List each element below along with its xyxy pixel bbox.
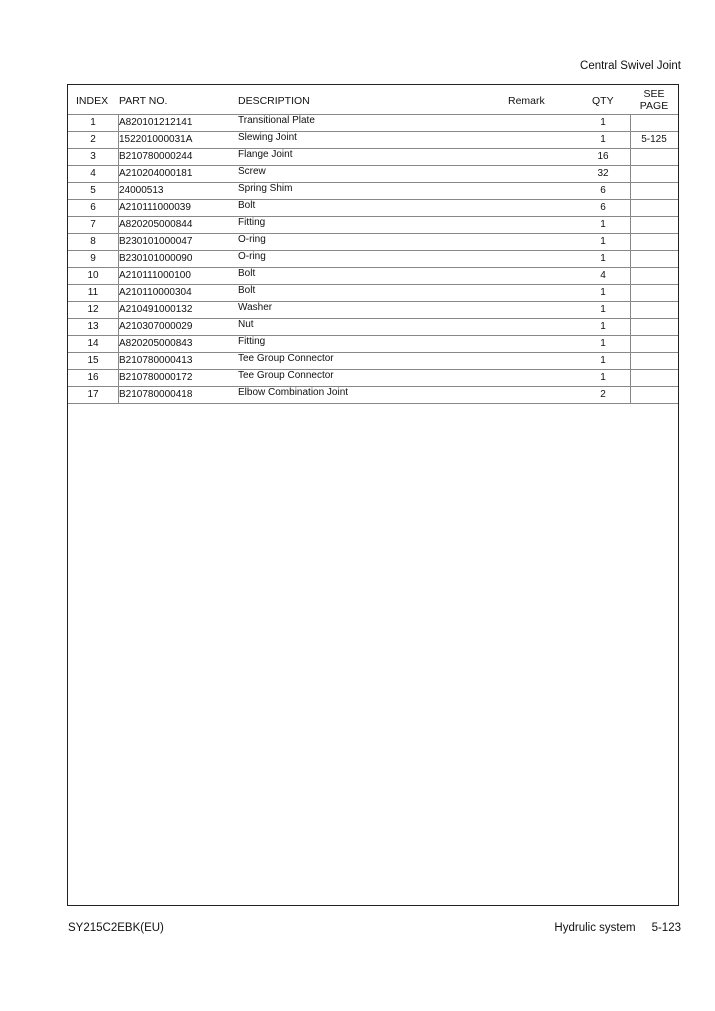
row-qty: 6	[600, 185, 606, 196]
row-divider	[68, 335, 678, 336]
row-divider	[68, 267, 678, 268]
row-see-page	[630, 114, 678, 131]
row-divider	[68, 386, 678, 387]
row-divider	[68, 318, 678, 319]
table-row	[68, 233, 678, 250]
row-divider	[68, 403, 678, 404]
row-qty: 1	[600, 253, 606, 264]
row-divider	[68, 284, 678, 285]
table-row	[68, 148, 678, 165]
row-index: 16	[87, 372, 99, 383]
table-row	[68, 199, 678, 216]
row-divider	[68, 233, 678, 234]
row-part-no: A210307000029	[119, 321, 193, 332]
row-see-page	[630, 233, 678, 250]
table-row	[68, 182, 678, 199]
table-row	[68, 114, 678, 131]
row-see-page: 5-125	[641, 134, 667, 145]
column-divider	[630, 114, 631, 403]
row-part-no: B230101000090	[119, 253, 193, 264]
row-divider	[68, 114, 678, 115]
row-qty: 1	[600, 304, 606, 315]
row-index: 6	[90, 202, 96, 213]
table-row	[68, 284, 678, 301]
row-part-no: B210780000172	[119, 372, 193, 383]
row-description: Bolt	[238, 268, 256, 279]
table-row	[68, 369, 678, 386]
row-index: 13	[87, 321, 99, 332]
row-description: Tee Group Connector	[238, 370, 334, 381]
row-part-no: A210204000181	[119, 168, 193, 179]
col-header-see-line1: SEE	[643, 88, 665, 100]
row-part-no: B230101000047	[119, 236, 193, 247]
row-see-page	[630, 284, 678, 301]
row-see-page	[630, 369, 678, 386]
row-index: 3	[90, 151, 96, 162]
row-index: 12	[87, 304, 99, 315]
row-description: Washer	[238, 302, 273, 313]
row-description: Nut	[238, 319, 254, 330]
row-divider	[68, 301, 678, 302]
footer-chapter: Hydrulic system	[554, 922, 636, 934]
row-qty: 1	[600, 236, 606, 247]
row-index: 8	[90, 236, 96, 247]
row-qty: 1	[600, 338, 606, 349]
col-header-part-no: PART NO.	[119, 95, 168, 107]
row-qty: 1	[600, 287, 606, 298]
row-divider	[68, 182, 678, 183]
row-description: Tee Group Connector	[238, 353, 334, 364]
parts-table	[67, 84, 679, 906]
row-index: 7	[90, 219, 96, 230]
row-see-page	[630, 301, 678, 318]
col-header-index: INDEX	[76, 95, 109, 107]
row-index: 10	[87, 270, 99, 281]
row-index: 1	[90, 117, 96, 128]
row-description: Transitional Plate	[238, 115, 315, 126]
table-row	[68, 165, 678, 182]
row-see-page	[630, 352, 678, 369]
row-index: 15	[87, 355, 99, 366]
row-qty: 1	[600, 219, 606, 230]
row-index: 17	[87, 389, 99, 400]
row-see-page	[630, 250, 678, 267]
row-see-page	[630, 148, 678, 165]
row-see-page	[630, 267, 678, 284]
table-row	[68, 131, 678, 148]
table-row	[68, 318, 678, 335]
row-description: Flange Joint	[238, 149, 293, 160]
row-index: 2	[90, 134, 96, 145]
row-description: Spring Shim	[238, 183, 293, 194]
row-see-page	[630, 165, 678, 182]
row-description: Elbow Combination Joint	[238, 387, 349, 398]
row-part-no: A210111000039	[119, 202, 191, 213]
row-see-page	[630, 182, 678, 199]
table-row	[68, 267, 678, 284]
row-see-page	[630, 386, 678, 403]
row-qty: 6	[600, 202, 606, 213]
row-part-no: 152201000031A	[119, 134, 193, 145]
row-description: Fitting	[238, 336, 266, 347]
row-qty: 2	[600, 389, 606, 400]
row-divider	[68, 369, 678, 370]
row-divider	[68, 250, 678, 251]
row-see-page	[630, 216, 678, 233]
row-qty: 32	[597, 168, 609, 179]
column-divider	[118, 114, 119, 403]
col-header-see-line2: PAGE	[639, 100, 669, 112]
row-see-page	[630, 199, 678, 216]
row-divider	[68, 131, 678, 132]
row-qty: 1	[600, 321, 606, 332]
footer-right	[554, 922, 681, 934]
row-part-no: A210491000132	[119, 304, 193, 315]
row-part-no: B210780000418	[119, 389, 193, 400]
row-index: 9	[90, 253, 96, 264]
row-description: Bolt	[238, 200, 256, 211]
row-part-no: A820101212141	[119, 117, 193, 128]
table-row	[68, 352, 678, 369]
row-see-page	[630, 335, 678, 352]
row-index: 11	[87, 287, 99, 298]
col-header-description: DESCRIPTION	[238, 95, 310, 107]
row-description: Fitting	[238, 217, 266, 228]
row-see-page	[630, 318, 678, 335]
row-index: 5	[90, 185, 96, 196]
row-divider	[68, 352, 678, 353]
table-row	[68, 250, 678, 267]
table-row	[68, 301, 678, 318]
row-part-no: A820205000844	[119, 219, 193, 230]
row-index: 4	[90, 168, 96, 179]
col-header-remark: Remark	[508, 95, 545, 107]
row-part-no: 24000513	[119, 185, 164, 196]
table-row	[68, 216, 678, 233]
row-qty: 16	[597, 151, 609, 162]
row-part-no: B210780000244	[119, 151, 193, 162]
table-row	[68, 386, 678, 403]
row-part-no: B210780000413	[119, 355, 193, 366]
row-divider	[68, 148, 678, 149]
row-qty: 4	[600, 270, 606, 281]
section-title: Central Swivel Joint	[580, 60, 681, 72]
row-qty: 1	[600, 134, 606, 145]
row-divider	[68, 216, 678, 217]
row-index: 14	[87, 338, 99, 349]
row-qty: 1	[600, 355, 606, 366]
row-part-no: A210111000100	[119, 270, 191, 281]
row-divider	[68, 165, 678, 166]
col-header-qty: QTY	[592, 95, 614, 107]
row-divider	[68, 199, 678, 200]
row-qty: 1	[600, 372, 606, 383]
footer-model: SY215C2EBK(EU)	[68, 922, 164, 934]
row-description: Bolt	[238, 285, 256, 296]
row-description: Screw	[238, 166, 266, 177]
row-description: O-ring	[238, 251, 266, 262]
footer-page-number: 5-123	[651, 922, 681, 934]
row-description: Slewing Joint	[238, 132, 297, 143]
col-header-see-page	[630, 88, 678, 112]
row-part-no: A210110000304	[119, 287, 192, 298]
row-part-no: A820205000843	[119, 338, 193, 349]
row-description: O-ring	[238, 234, 266, 245]
row-qty: 1	[600, 117, 606, 128]
table-row	[68, 335, 678, 352]
